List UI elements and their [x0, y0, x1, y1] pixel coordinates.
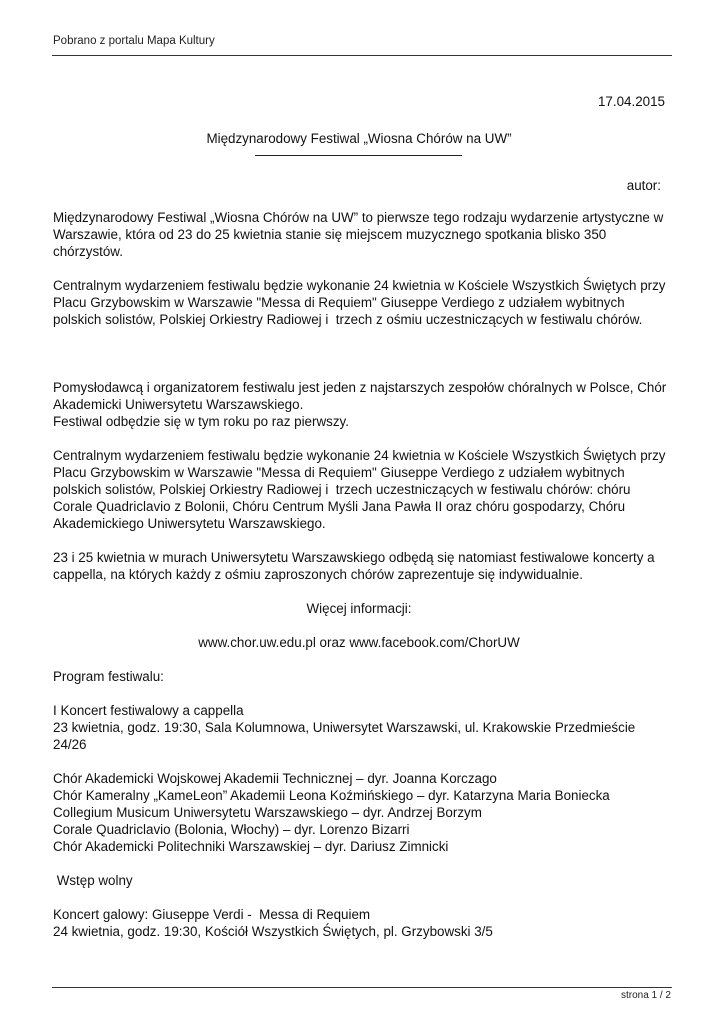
- paragraph-organizer: [53, 379, 665, 430]
- paragraph-line: Festiwal odbędzie się w tym roku po raz pierwszy.: [53, 414, 349, 429]
- paragraph-line: 24 kwietnia, godz. 19:30, Kościół Wszystkich Świętych, pl. Grzybowski 3/5: [53, 924, 493, 939]
- document-body: [53, 209, 665, 957]
- gala-concert-info: [53, 906, 665, 940]
- paragraph-line: chórzystów.: [53, 244, 123, 259]
- paragraph-line: Pomysłodawcą i organizatorem festiwalu jest jeden z najstarszych zespołów chóralnych w Polsce, Chór: [53, 380, 667, 395]
- free-entry-note: [53, 872, 665, 889]
- program-heading: [53, 668, 665, 685]
- paragraph-line: Placu Grzybowskim w Warszawie "Messa di Requiem" Giuseppe Verdiego z udziałem wybitnych: [53, 465, 625, 480]
- paragraph-line: Akademicki Uniwersytetu Warszawskiego.: [53, 397, 304, 412]
- paragraph-line: Koncert galowy: Giuseppe Verdi - Messa di Requiem: [53, 907, 371, 922]
- header-divider: [52, 55, 672, 56]
- paragraph-line: polskich solistów, Polskiej Orkiestry Radiowej i trzech z ośmiu uczestniczących w festiwalu chórów.: [53, 312, 643, 327]
- document-date: 17.04.2015: [597, 94, 665, 109]
- more-info-heading: [53, 600, 665, 617]
- paragraph-line: Więcej informacji:: [306, 601, 412, 616]
- paragraph-line: Warszawie, która od 23 do 25 kwietnia stanie się miejscem muzycznego spotkania blisko 350: [53, 227, 607, 242]
- paragraph-line: polskich solistów, Polskiej Orkiestry Radiowej i trzech uczestniczących w festiwalu chórów: chóru: [53, 482, 631, 497]
- paragraph-line: 23 kwietnia, godz. 19:30, Sala Kolumnowa, Uniwersytet Warszawski, ul. Krakowskie Przedmieście: [53, 720, 636, 735]
- paragraph-line: I Koncert festiwalowy a cappella: [53, 703, 244, 718]
- paragraph-line: Centralnym wydarzeniem festiwalu będzie wykonanie 24 kwietnia w Kościele Wszystkich Świętych przy: [53, 448, 666, 463]
- paragraph-line: 24/26: [53, 737, 87, 752]
- paragraph-a-cappella: [53, 549, 665, 583]
- concert-one-info: [53, 702, 665, 753]
- paragraph-intro: [53, 209, 665, 260]
- paragraph-line: Program festiwalu:: [53, 669, 164, 684]
- list-item: Chór Kameralny „KameLeon” Akademii Leona Koźmińskiego – dyr. Katarzyna Maria Boniecka: [53, 788, 610, 803]
- list-item: Corale Quadriclavio (Bolonia, Włochy) – dyr. Lorenzo Bizarri: [53, 822, 410, 837]
- paragraph-line: Akademickiego Uniwersytetu Warszawskiego.: [53, 516, 326, 531]
- footer-divider: [52, 987, 672, 988]
- paragraph-line: Centralnym wydarzeniem festiwalu będzie wykonanie 24 kwietnia w Kościele Wszystkich Świętych przy: [53, 278, 666, 293]
- paragraph-line: Placu Grzybowskim w Warszawie "Messa di Requiem" Giuseppe Verdiego z udziałem wybitnych: [53, 295, 625, 310]
- choir-list: [53, 770, 665, 855]
- paragraph-line: Międzynarodowy Festiwal „Wiosna Chórów na UW” to pierwsze tego rodzaju wydarzenie artystyczne w: [53, 210, 664, 225]
- paragraph-main-event-detail: [53, 447, 665, 532]
- paragraph-line: Corale Quadriclavio z Bolonii, Chóru Centrum Myśli Jana Pawła II oraz chóru gospodarzy, Chóru: [53, 499, 626, 514]
- paragraph-line: 23 i 25 kwietnia w murach Uniwersytetu Warszawskiego odbędą się natomiast festiwalowe koncerty a: [53, 550, 655, 565]
- document-title: Międzynarodowy Festiwal „Wiosna Chórów na UW”: [206, 131, 512, 146]
- list-item: Collegium Musicum Uniwersytetu Warszawskiego – dyr. Andrzej Borzym: [53, 805, 482, 820]
- more-info-links: [53, 634, 665, 651]
- list-item: Chór Akademicki Politechniki Warszawskiej – dyr. Dariusz Zimnicki: [53, 839, 449, 854]
- paragraph-line: Wstęp wolny: [53, 873, 133, 888]
- list-item: Chór Akademicki Wojskowej Akademii Technicznej – dyr. Joanna Korczago: [53, 771, 497, 786]
- page-number: strona 1 / 2: [620, 990, 671, 1001]
- paragraph-line: cappella, na których każdy z ośmiu zaproszonych chórów zaprezentuje się indywidualnie.: [53, 567, 583, 582]
- page-header-source: Pobrano z portalu Mapa Kultury: [53, 35, 215, 47]
- title-underline: [255, 155, 462, 156]
- author-label: autor:: [626, 178, 661, 193]
- info-links-text: www.chor.uw.edu.pl oraz www.facebook.com/ChorUW: [198, 635, 520, 650]
- paragraph-main-event: [53, 277, 665, 328]
